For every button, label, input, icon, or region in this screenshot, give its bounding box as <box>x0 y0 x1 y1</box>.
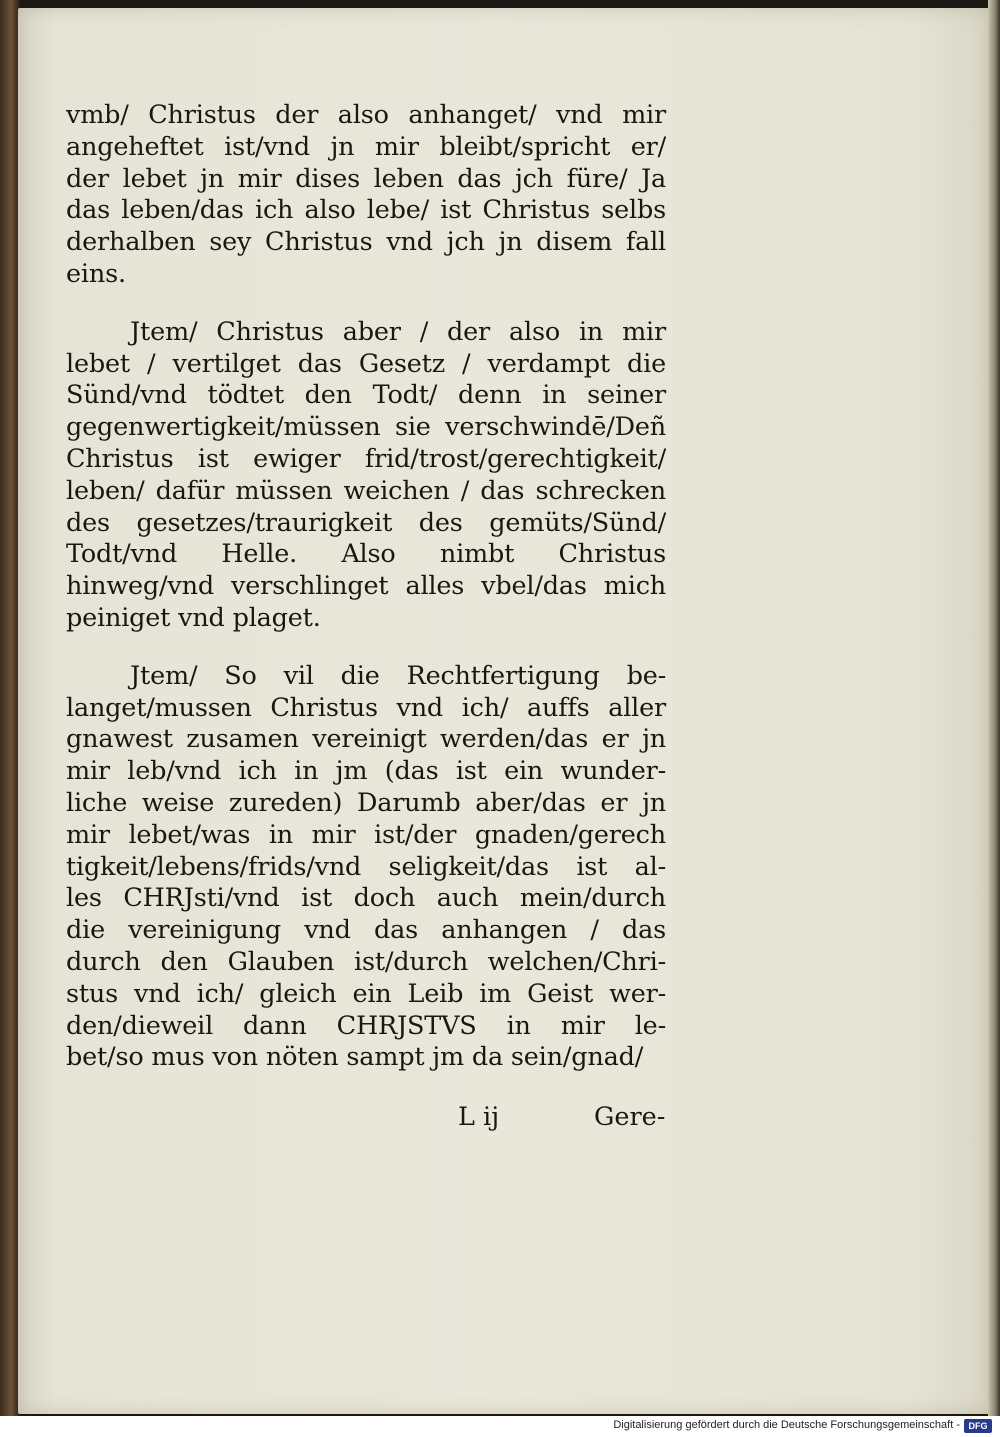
text-line: liche weise zureden) Darumb aber/das er jn <box>66 787 666 818</box>
text-line: eins. <box>66 258 126 289</box>
text-line: Jtem/ So vil die Rechtfertigung be- <box>130 660 666 691</box>
text-line: gnawest zusamen vereinigt werden/das er jn <box>66 724 666 755</box>
text-line: leben/ dafür müssen weichen / das schrecken <box>66 475 666 506</box>
text-line: Sünd/vnd tödtet den Todt/ denn in seiner <box>66 380 666 411</box>
page-edge <box>988 0 1000 1416</box>
book-spine <box>0 0 20 1416</box>
dfg-logo-icon: DFG <box>964 1419 992 1433</box>
text-line: durch den Glauben ist/durch welchen/Chri- <box>66 946 666 977</box>
text-line: stus vnd ich/ gleich ein Leib im Geist wer- <box>66 978 666 1009</box>
catchword: Gere- <box>594 1102 666 1132</box>
paragraph <box>66 317 666 635</box>
paragraph <box>66 661 666 1074</box>
text-line: derhalben sey Christus vnd jch jn disem fall <box>66 227 666 258</box>
text-line: peiniget vnd plaget. <box>66 602 321 633</box>
text-line: Jtem/ Christus aber / der also in mir <box>130 316 666 347</box>
text-line: hinweg/vnd verschlinget alles vbel/das mich <box>66 571 666 602</box>
text-line: mir lebet/was in mir ist/der gnaden/gerech <box>66 819 666 850</box>
text-line: der lebet jn mir dises leben das jch füre/ Ja <box>66 163 666 194</box>
text-block <box>66 100 666 1100</box>
text-line: tigkeit/lebens/frids/vnd seligkeit/das ist al- <box>66 851 666 882</box>
text-line: les CHRJsti/vnd ist doch auch mein/durch <box>66 883 666 914</box>
text-line: die vereinigung vnd das anhangen / das <box>66 915 666 946</box>
text-line: vmb/ Christus der also anhanget/ vnd mir <box>66 100 666 130</box>
funding-credit: Digitalisierung gefördert durch die Deutsche Forschungsgemeinschaft - <box>613 1419 960 1431</box>
text-line: Todt/vnd Helle. Also nimbt Christus <box>66 539 666 570</box>
credit-bar <box>0 1416 1000 1437</box>
paragraph <box>66 100 666 291</box>
text-line: mir leb/vnd ich in jm (das ist ein wunder- <box>66 756 666 787</box>
text-line: des gesetzes/traurigkeit des gemüts/Sünd/ <box>66 507 666 538</box>
page-footer <box>66 1102 678 1136</box>
text-line: langet/mussen Christus vnd ich/ auffs aller <box>66 692 666 723</box>
text-line: lebet / vertilget das Gesetz / verdampt die <box>66 348 666 379</box>
text-line: bet/so mus von nöten sampt jm da sein/gnad/ <box>66 1042 644 1073</box>
text-line: angeheftet ist/vnd jn mir bleibt/spricht er/ <box>66 131 666 162</box>
text-line: Christus ist ewiger frid/trost/gerechtigkeit/ <box>66 443 666 474</box>
text-line: gegenwertigkeit/müssen sie verschwindē/Deñ <box>66 412 666 443</box>
text-line: das leben/das ich also lebe/ ist Christus selbs <box>66 195 666 226</box>
signature-mark: L ij <box>458 1102 500 1132</box>
text-line: den/dieweil dann CHRJSTVS in mir le- <box>66 1010 666 1041</box>
